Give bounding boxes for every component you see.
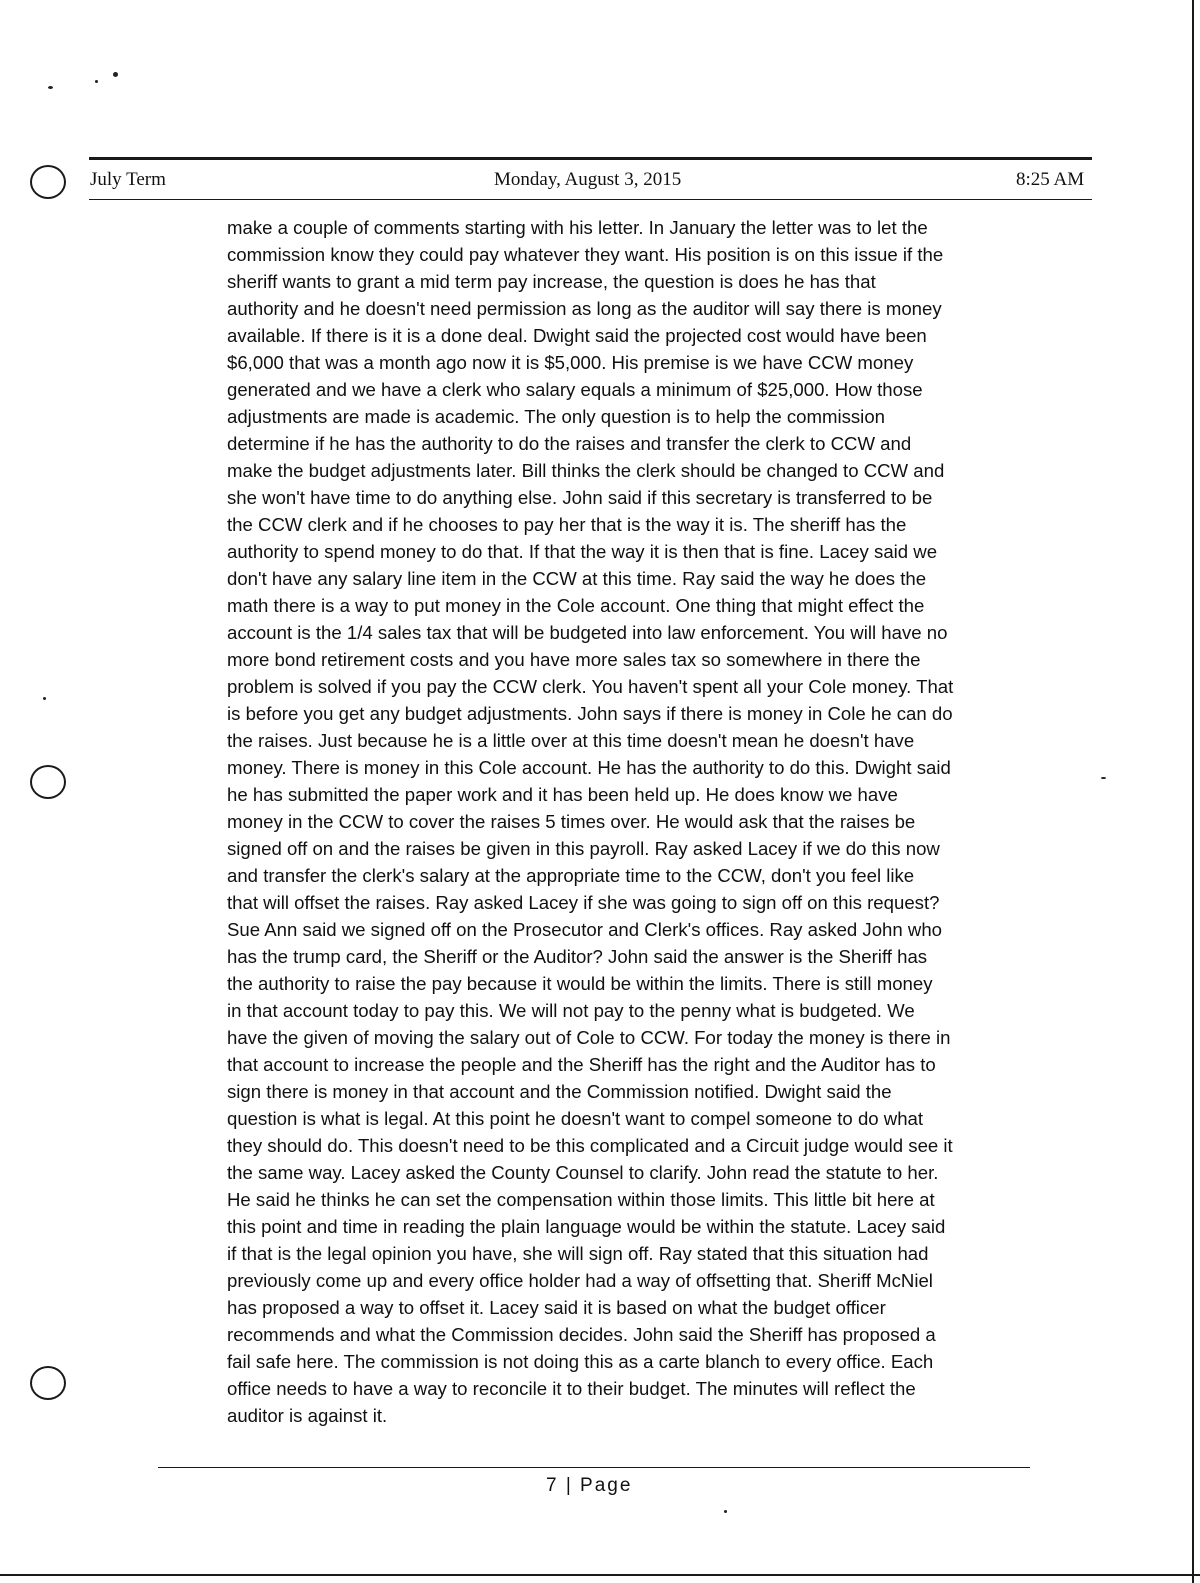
body-line: sheriff wants to grant a mid term pay increase, the question is does he has that [227,271,876,292]
header-term: July Term [90,169,166,190]
body-line: has proposed a way to offset it. Lacey said it is based on what the budget officer [227,1297,886,1318]
body-line: have the given of moving the salary out of Cole to CCW. For today the money is there in [227,1027,951,1048]
body-line: math there is a way to put money in the Cole account. One thing that might effect the [227,595,925,616]
body-line: previously come up and every office holder had a way of offsetting that. Sheriff McNiel [227,1270,933,1291]
body-line: $6,000 that was a month ago now it is $5,000. His premise is we have CCW money [227,352,914,373]
body-line: in that account today to pay this. We will not pay to the penny what is budgeted. We [227,1000,915,1021]
scan-speck [48,86,53,89]
body-line: if that is the legal opinion you have, she will sign off. Ray stated that this situation had [227,1243,929,1264]
body-line: don't have any salary line item in the CCW at this time. Ray said the way he does the [227,568,927,589]
body-line: the same way. Lacey asked the County Counsel to clarify. John read the statute to her. [227,1162,939,1183]
body-line: and transfer the clerk's salary at the appropriate time to the CCW, don't you feel like [227,865,915,886]
body-line: signed off on and the raises be given in this payroll. Ray asked Lacey if we do this now [227,838,940,859]
body-line: money in the CCW to cover the raises 5 times over. He would ask that the raises be [227,811,916,832]
body-line: available. If there is it is a done deal. Dwight said the projected cost would have been [227,325,927,346]
body-line: more bond retirement costs and you have more sales tax so somewhere in there the [227,649,921,670]
header-rule-bottom [89,199,1092,200]
scan-speck [95,80,98,83]
body-line: authority and he doesn't need permission as long as the auditor will say there is money [227,298,942,319]
body-line: that account to increase the people and the Sheriff has the right and the Auditor has to [227,1054,936,1075]
body-line: the CCW clerk and if he chooses to pay her that is the way it is. The sheriff has the [227,514,907,535]
body-line: they should do. This doesn't need to be this complicated and a Circuit judge would see it [227,1135,953,1156]
punch-hole-top [30,165,66,199]
body-line: the raises. Just because he is a little over at this time doesn't mean he doesn't have [227,730,915,751]
header-date: Monday, August 3, 2015 [494,169,682,190]
body-line: he has submitted the paper work and it has been held up. He does know we have [227,784,898,805]
body-line: is before you get any budget adjustments. John says if there is money in Cole he can do [227,703,953,724]
body-line: generated and we have a clerk who salary equals a minimum of $25,000. How those [227,379,923,400]
scan-edge-bottom [0,1574,1200,1576]
body-line: Sue Ann said we signed off on the Prosecutor and Clerk's offices. Ray asked John who [227,919,943,940]
body-line: the authority to raise the pay because it would be within the limits. There is still money [227,973,933,994]
scan-edge-right [1192,0,1194,1583]
body-line: authority to spend money to do that. If that the way it is then that is fine. Lacey said we [227,541,938,562]
scan-speck [724,1510,727,1513]
footer-rule [158,1467,1030,1468]
body-line: auditor is against it. [227,1405,388,1426]
punch-hole-middle [30,765,66,799]
body-line: has the trump card, the Sheriff or the Auditor? John said the answer is the Sheriff has [227,946,928,967]
body-line: fail safe here. The commission is not doing this as a carte blanch to every office. Each [227,1351,934,1372]
scan-speck [43,697,46,700]
body-line: He said he thinks he can set the compensation within those limits. This little bit here at [227,1189,935,1210]
body-line: make the budget adjustments later. Bill thinks the clerk should be changed to CCW and [227,460,945,481]
body-line: this point and time in reading the plain language would be within the statute. Lacey said [227,1216,946,1237]
body-line: account is the 1/4 sales tax that will be budgeted into law enforcement. You will have no [227,622,948,643]
scan-speck [113,72,118,77]
minutes-body [227,214,1047,1429]
body-line: determine if he has the authority to do the raises and transfer the clerk to CCW and [227,433,912,454]
page-number: 7 | Page [546,1475,633,1496]
header-rule-top [89,157,1092,160]
punch-hole-bottom [30,1366,66,1400]
header-time: 8:25 AM [1016,169,1085,190]
body-line: make a couple of comments starting with his letter. In January the letter was to let the [227,217,928,238]
body-line: commission know they could pay whatever they want. His position is on this issue if the [227,244,944,265]
body-line: problem is solved if you pay the CCW clerk. You haven't spent all your Cole money. That [227,676,954,697]
body-line: adjustments are made is academic. The only question is to help the commission [227,406,885,427]
scan-speck [1101,777,1106,779]
body-line: sign there is money in that account and the Commission notified. Dwight said the [227,1081,892,1102]
body-line: money. There is money in this Cole account. He has the authority to do this. Dwight said [227,757,951,778]
body-line: she won't have time to do anything else. John said if this secretary is transferred to be [227,487,933,508]
body-line: that will offset the raises. Ray asked Lacey if she was going to sign off on this request? [227,892,940,913]
body-line: office needs to have a way to reconcile it to their budget. The minutes will reflect the [227,1378,916,1399]
body-line: question is what is legal. At this point he doesn't want to compel someone to do what [227,1108,924,1129]
body-line: recommends and what the Commission decides. John said the Sheriff has proposed a [227,1324,936,1345]
